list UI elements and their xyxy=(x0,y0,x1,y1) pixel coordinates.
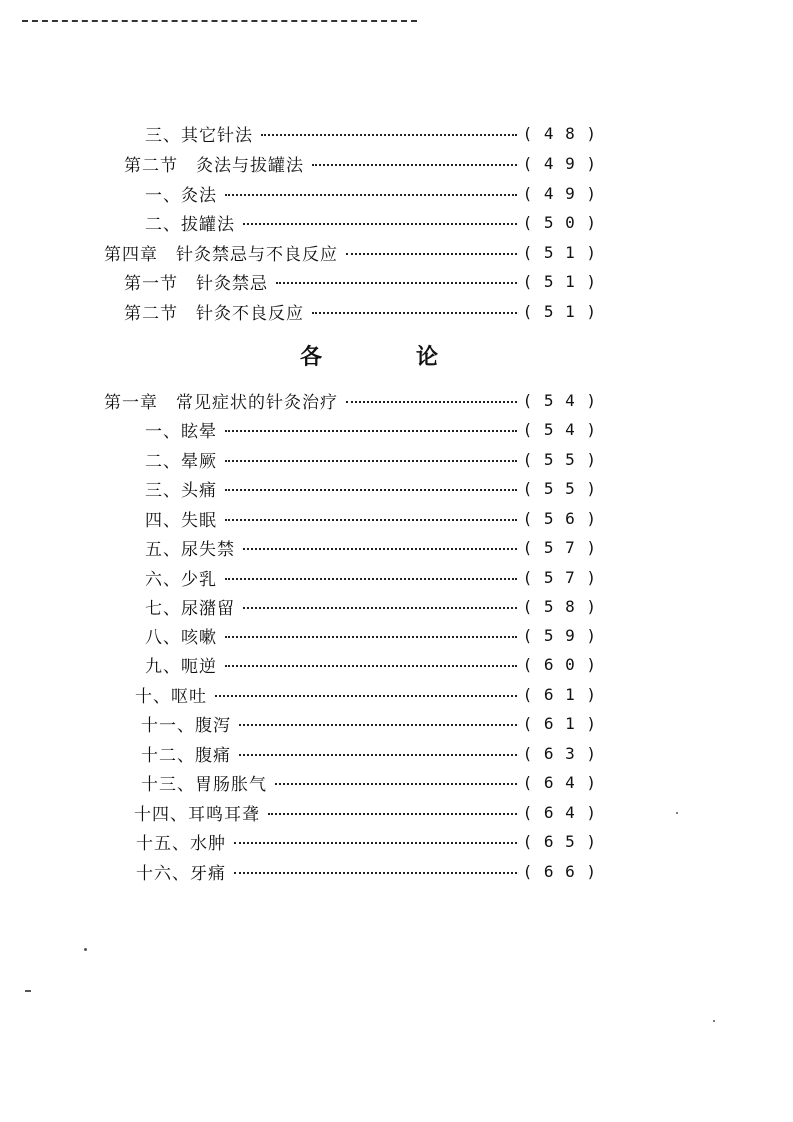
toc-entry-urinary-retention[interactable] xyxy=(145,593,597,619)
toc-entry-hiccup[interactable] xyxy=(145,651,597,677)
toc-entry-title: 三、其它针法 xyxy=(145,125,253,146)
toc-entry-tinnitus-deafness[interactable] xyxy=(134,799,597,825)
toc-entry-page: ( 4 9 ) xyxy=(522,153,597,173)
toc-entry-title: 二、拔罐法 xyxy=(145,214,235,235)
dot-leader xyxy=(243,548,517,550)
toc-entry-page: ( 5 5 ) xyxy=(522,449,597,469)
toc-entry-page: ( 5 8 ) xyxy=(522,596,597,616)
toc-section-contraindications[interactable] xyxy=(124,268,597,294)
dot-leader xyxy=(215,695,517,697)
toc-entry-page: ( 5 7 ) xyxy=(522,567,597,587)
toc-entry-page: ( 5 1 ) xyxy=(522,242,597,262)
scan-speck xyxy=(25,990,31,992)
toc-entry-vomiting[interactable] xyxy=(135,681,597,707)
dot-leader xyxy=(225,194,517,196)
dot-leader xyxy=(225,636,517,638)
toc-entry-headache[interactable] xyxy=(145,475,597,501)
toc-entry-page: ( 4 8 ) xyxy=(522,123,597,143)
toc-entry-title: 十五、水肿 xyxy=(136,833,226,854)
toc-entry-title: 第一节 针灸禁忌 xyxy=(124,273,268,294)
dot-leader xyxy=(268,813,517,815)
toc-entry-title: 第二节 针灸不良反应 xyxy=(124,303,304,324)
dot-leader xyxy=(225,430,517,432)
toc-entry-toothache[interactable] xyxy=(136,858,597,884)
toc-entry-cupping[interactable] xyxy=(145,209,597,235)
toc-entry-title: 八、咳嗽 xyxy=(145,627,217,648)
toc-entry-title: 第四章 针灸禁忌与不良反应 xyxy=(104,244,338,265)
dot-leader xyxy=(225,489,517,491)
toc-entry-title: 十一、腹泻 xyxy=(141,715,231,736)
scan-speck xyxy=(676,812,678,814)
toc-entry-page: ( 6 6 ) xyxy=(522,861,597,881)
toc-section-moxibustion-cupping[interactable] xyxy=(124,150,597,176)
dot-leader xyxy=(243,223,517,225)
toc-entry-title: 一、眩晕 xyxy=(145,421,217,442)
toc-entry-page: ( 4 9 ) xyxy=(522,183,597,203)
part-heading: 各 论 xyxy=(300,344,475,370)
toc-entry-page: ( 6 3 ) xyxy=(522,743,597,763)
toc-entry-page: ( 5 6 ) xyxy=(522,508,597,528)
toc-entry-page: ( 6 4 ) xyxy=(522,772,597,792)
dot-leader xyxy=(312,164,517,166)
toc-entry-title: 五、尿失禁 xyxy=(145,539,235,560)
toc-entry-abdominal-pain[interactable] xyxy=(141,740,597,766)
dot-leader xyxy=(346,401,517,403)
toc-entry-page: ( 5 7 ) xyxy=(522,537,597,557)
toc-entry-title: 四、失眠 xyxy=(145,510,217,531)
toc-entry-page: ( 5 4 ) xyxy=(522,390,597,410)
dot-leader xyxy=(225,460,517,462)
dot-leader xyxy=(346,253,517,255)
toc-entry-page: ( 5 0 ) xyxy=(522,212,597,232)
toc-entry-title: 第一章 常见症状的针灸治疗 xyxy=(104,392,338,413)
toc-entry-title: 三、头痛 xyxy=(145,480,217,501)
dot-leader xyxy=(312,312,517,314)
scan-speck xyxy=(84,948,87,951)
dot-leader xyxy=(276,282,517,284)
dot-leader xyxy=(275,783,517,785)
toc-entry-edema[interactable] xyxy=(136,828,597,854)
toc-entry-page: ( 5 5 ) xyxy=(522,478,597,498)
toc-entry-page: ( 5 9 ) xyxy=(522,625,597,645)
toc-entry-vertigo[interactable] xyxy=(145,416,597,442)
toc-entry-cough[interactable] xyxy=(145,622,597,648)
toc-entry-title: 七、尿潴留 xyxy=(145,598,235,619)
toc-entry-lactation[interactable] xyxy=(145,564,597,590)
toc-section-adverse-reactions[interactable] xyxy=(124,298,597,324)
toc-chapter-contraindications[interactable] xyxy=(104,239,597,265)
toc-entry-page: ( 6 1 ) xyxy=(522,684,597,704)
dot-leader xyxy=(243,607,517,609)
toc-entry-page: ( 5 4 ) xyxy=(522,419,597,439)
toc-entry-page: ( 5 1 ) xyxy=(522,301,597,321)
toc-entry-title: 十三、胃肠胀气 xyxy=(141,774,267,795)
toc-entry-flatulence[interactable] xyxy=(141,769,597,795)
dot-leader xyxy=(234,842,517,844)
dot-leader xyxy=(239,754,517,756)
toc-entry-other-needling[interactable] xyxy=(145,120,597,146)
dot-leader xyxy=(225,578,517,580)
dot-leader xyxy=(225,519,517,521)
toc-entry-page: ( 6 1 ) xyxy=(522,713,597,733)
toc-entry-insomnia[interactable] xyxy=(145,505,597,531)
scan-speck xyxy=(713,1020,715,1022)
toc-entry-incontinence[interactable] xyxy=(145,534,597,560)
dot-leader xyxy=(234,872,517,874)
dot-leader xyxy=(225,665,517,667)
toc-entry-moxibustion[interactable] xyxy=(145,180,597,206)
toc-entry-title: 六、少乳 xyxy=(145,569,217,590)
toc-entry-diarrhea[interactable] xyxy=(141,710,597,736)
toc-entry-title: 十二、腹痛 xyxy=(141,745,231,766)
toc-entry-page: ( 6 0 ) xyxy=(522,654,597,674)
toc-entry-title: 二、晕厥 xyxy=(145,451,217,472)
toc-entry-title: 九、呃逆 xyxy=(145,656,217,677)
toc-entry-page: ( 6 4 ) xyxy=(522,802,597,822)
toc-entry-syncope[interactable] xyxy=(145,446,597,472)
dot-leader xyxy=(261,134,517,136)
toc-entry-title: 第二节 灸法与拔罐法 xyxy=(124,155,304,176)
toc-chapter-common-symptoms[interactable] xyxy=(104,387,597,413)
toc-entry-title: 十四、耳鸣耳聋 xyxy=(134,804,260,825)
toc-entry-title: 一、灸法 xyxy=(145,185,217,206)
toc-entry-page: ( 5 1 ) xyxy=(522,271,597,291)
toc-entry-page: ( 6 5 ) xyxy=(522,831,597,851)
toc-entry-title: 十、呕吐 xyxy=(135,686,207,707)
toc-entry-title: 十六、牙痛 xyxy=(136,863,226,884)
dot-leader xyxy=(239,724,517,726)
